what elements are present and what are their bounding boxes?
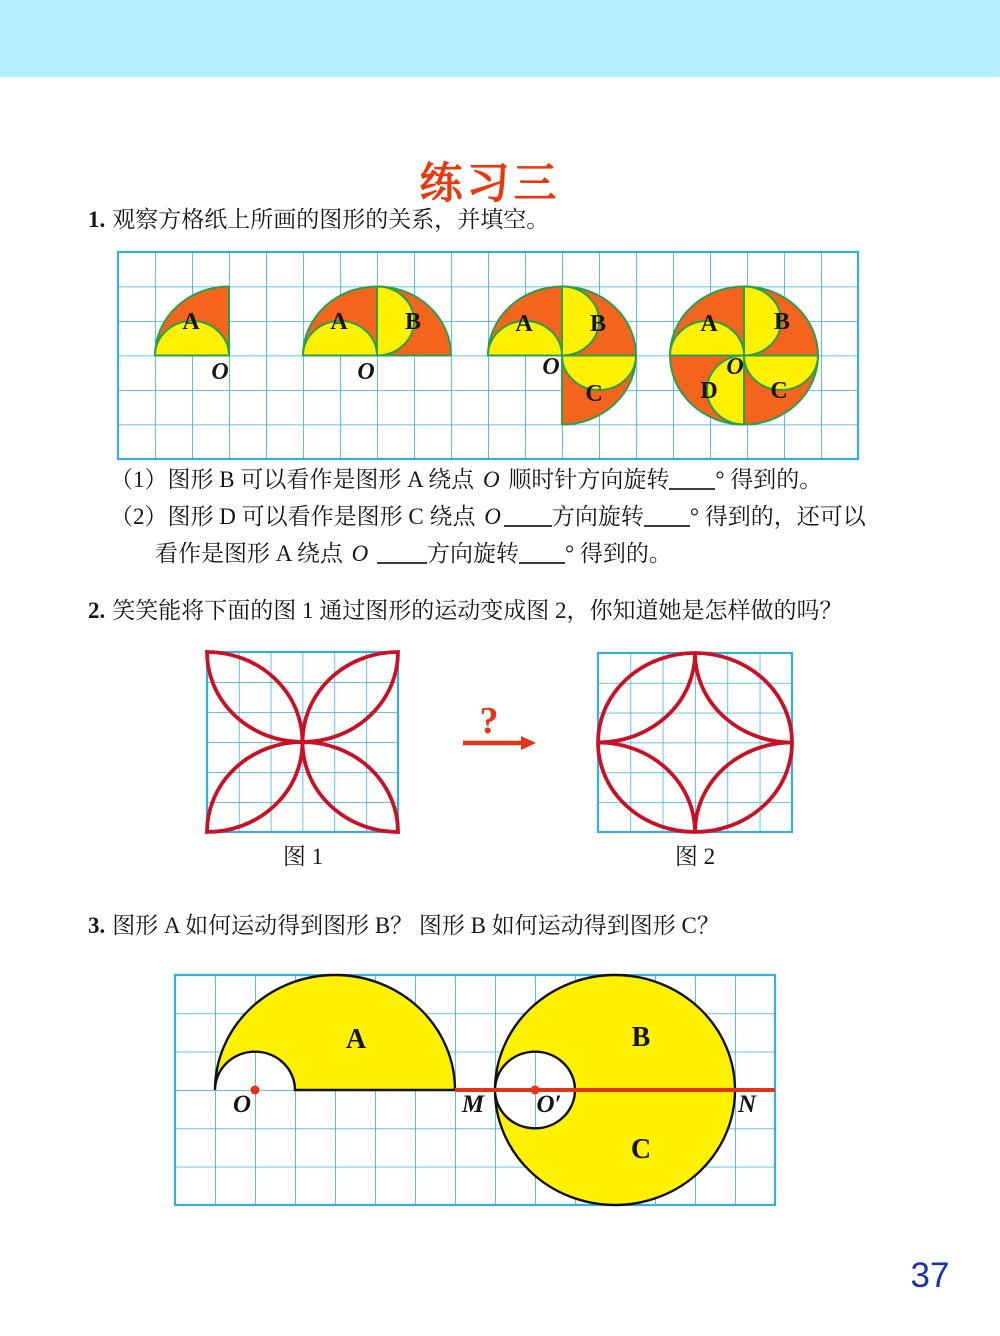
- q2-figure-1: [207, 652, 398, 832]
- fig2-caption: 图 2: [674, 844, 716, 869]
- text-segment: O: [482, 467, 500, 492]
- q3-label-O-prime: O′: [536, 1091, 562, 1118]
- fig4-label-C: C: [770, 378, 788, 404]
- q3-label-M: M: [461, 1091, 485, 1118]
- q3-label-N: N: [737, 1091, 757, 1118]
- fig4-label-A: A: [700, 311, 718, 337]
- text-segment: ° 得到的，还可以: [689, 504, 866, 529]
- answer-blank: [669, 465, 715, 490]
- fig4-label-D: D: [700, 378, 718, 404]
- answer-blank: [504, 502, 552, 527]
- top-banner: [0, 0, 1000, 77]
- fig1-label-O: O: [211, 359, 229, 385]
- text-segment: （1）图形 B 可以看作是图形 A 绕点: [110, 467, 480, 492]
- q1-blank-line-2b: [155, 536, 672, 569]
- q3-label-O: O: [232, 1091, 252, 1118]
- question-2-number: 2.: [88, 598, 106, 623]
- q2-transform-arrow: [463, 700, 536, 750]
- fig2-label-A: A: [330, 309, 348, 335]
- text-segment: 看作是图形 A 绕点: [155, 541, 349, 566]
- fig3-label-B: B: [589, 311, 607, 337]
- answer-blank: [519, 539, 565, 564]
- q2-figures: [180, 645, 830, 857]
- text-segment: （2）图形 D 可以看作是图形 C 绕点: [110, 504, 482, 529]
- q3-label-C: C: [630, 1134, 652, 1165]
- page-number: 37: [910, 1256, 950, 1295]
- page-title: 练习三: [419, 161, 561, 208]
- q2-figure-2: [598, 653, 792, 832]
- q1-figure-4: [670, 287, 818, 425]
- q3-label-A: A: [345, 1024, 367, 1055]
- fig2-label-O: O: [357, 359, 375, 385]
- q1-grid-figure: [118, 252, 858, 459]
- answer-blank: [644, 502, 690, 527]
- q3-label-B: B: [631, 1022, 651, 1053]
- question-1-number: 1.: [88, 207, 106, 232]
- fig1-caption: 图 1: [282, 844, 324, 869]
- fig1-label-A: A: [182, 309, 200, 335]
- question-3-prompt: 图形 A 如何运动得到图形 B？ 图形 B 如何运动得到图形 C？: [112, 913, 720, 938]
- fig4-label-O: O: [726, 354, 744, 380]
- text-segment: 方向旋转: [551, 504, 644, 529]
- text-segment: O: [351, 541, 369, 566]
- text-segment: ° 得到的。: [715, 467, 823, 492]
- arrow-head: [521, 736, 536, 750]
- fig2-label-B: B: [404, 309, 422, 335]
- q1-blank-line-2a: [110, 499, 866, 532]
- q3-point-O-dot: [251, 1086, 260, 1095]
- fig4-label-B: B: [773, 309, 791, 335]
- text-segment: ° 得到的。: [564, 541, 672, 566]
- text-segment: O: [484, 504, 501, 529]
- question-3-number: 3.: [88, 913, 106, 938]
- q3-grid-figure: [173, 973, 779, 1209]
- question-1-prompt: 观察方格纸上所画的图形的关系，并填空。: [112, 207, 550, 232]
- question-2-prompt: 笑笑能将下面的图 1 通过图形的运动变成图 2，你知道她是怎样做的吗？: [112, 598, 843, 623]
- text-segment: 方向旋转: [426, 541, 519, 566]
- fig3-label-A: A: [515, 311, 533, 337]
- answer-blank: [377, 539, 427, 564]
- question-2-line: [88, 595, 843, 626]
- question-mark: ?: [479, 700, 499, 742]
- question-3-line: [88, 910, 720, 941]
- text-segment: 顺时针方向旋转: [502, 467, 670, 492]
- fig3-label-O: O: [542, 354, 560, 380]
- question-1-line: [88, 204, 549, 235]
- q1-blank-line-1: [110, 462, 822, 495]
- fig3-label-C: C: [585, 381, 603, 407]
